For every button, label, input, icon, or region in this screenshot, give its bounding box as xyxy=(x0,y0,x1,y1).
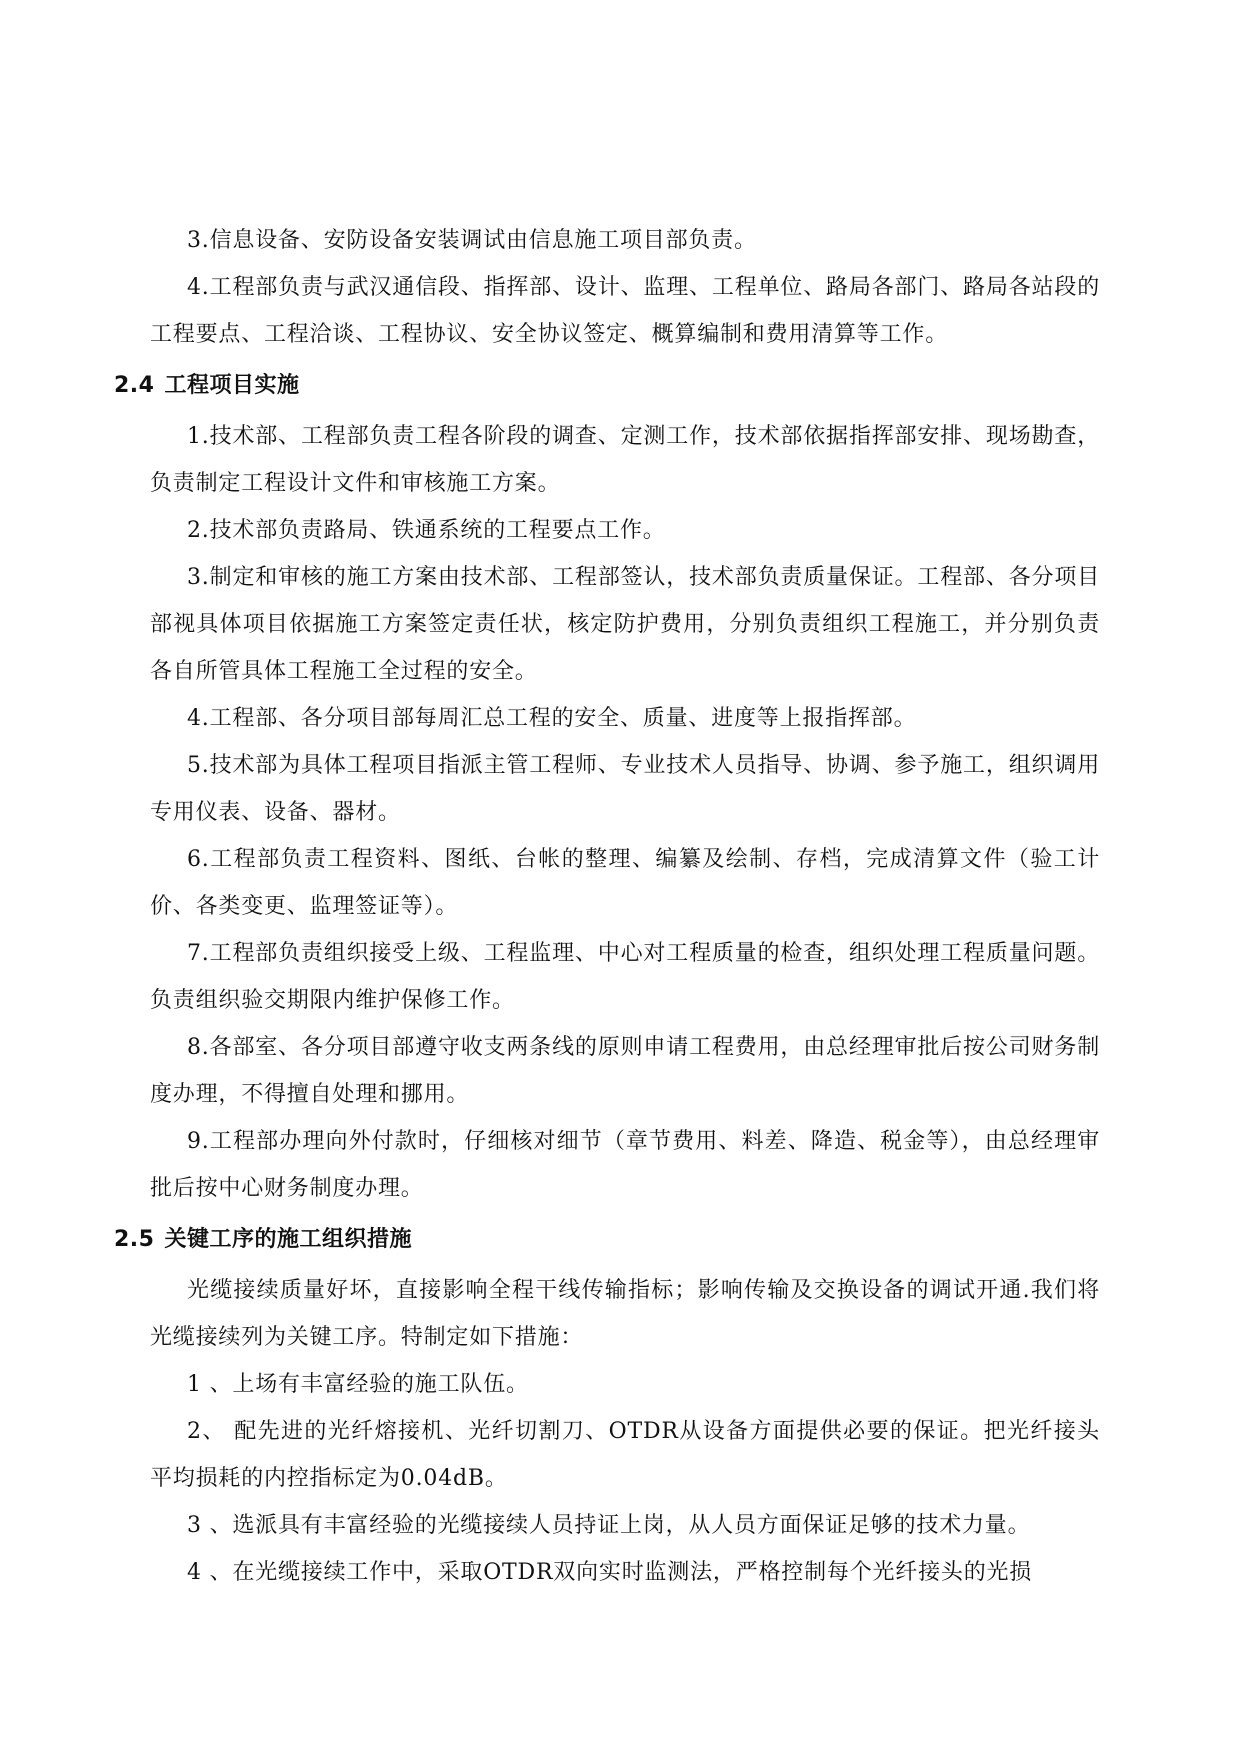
section-heading-2-4 xyxy=(114,358,1100,413)
paragraph: 1 、上场有丰富经验的施工队伍。 xyxy=(187,1372,529,1397)
paragraph: 7.工程部负责组织接受上级、工程监理、中心对工程质量的检查，组织处理工程质量问题。负责组织验交期限内维护保修工作。 xyxy=(150,941,1100,1013)
paragraph: 2.技术部负责路局、铁通系统的工程要点工作。 xyxy=(187,518,666,543)
paragraph: 光缆接续质量好坏，直接影响全程干线传输指标；影响传输及交换设备的调试开通.我们将光缆接续列为关键工序。特制定如下措施： xyxy=(150,1278,1100,1350)
paragraph: 4 、在光缆接续工作中，采取OTDR双向实时监测法，严格控制每个光纤接头的光损 xyxy=(187,1560,1033,1585)
section-heading-2-5 xyxy=(114,1212,1100,1267)
section-number: 2.4 xyxy=(114,373,155,398)
section-title: 关键工序的施工组织措施 xyxy=(164,1227,412,1252)
paragraph: 8.各部室、各分项目部遵守收支两条线的原则申请工程费用，由总经理审批后按公司财务制度办理，不得擅自处理和挪用。 xyxy=(150,1035,1100,1107)
paragraph: 4.工程部、各分项目部每周汇总工程的安全、质量、进度等上报指挥部。 xyxy=(187,706,917,731)
paragraph: 5.技术部为具体工程项目指派主管工程师、专业技术人员指导、协调、参予施工，组织调用专用仪表、设备、器材。 xyxy=(150,753,1100,825)
paragraph: 3.信息设备、安防设备安装调试由信息施工项目部负责。 xyxy=(187,228,757,253)
section-title: 工程项目实施 xyxy=(164,373,300,398)
paragraph: 6.工程部负责工程资料、图纸、台帐的整理、编纂及绘制、存档，完成清算文件（验工计价、各类变更、监理签证等）。 xyxy=(150,847,1100,919)
paragraph: 3.制定和审核的施工方案由技术部、工程部签认，技术部负责质量保证。工程部、各分项目部视具体项目依据施工方案签定责任状，核定防护费用，分别负责组织工程施工，并分别负责各自所管具体工程施工全过程的安全。 xyxy=(150,565,1100,684)
paragraph: 4.工程部负责与武汉通信段、指挥部、设计、监理、工程单位、路局各部门、路局各站段的工程要点、工程洽谈、工程协议、安全协议签定、概算编制和费用清算等工作。 xyxy=(150,275,1100,347)
paragraph: 9.工程部办理向外付款时，仔细核对细节（章节费用、料差、降造、税金等），由总经理审批后按中心财务制度办理。 xyxy=(150,1129,1100,1201)
paragraph: 2、 配先进的光纤熔接机、光纤切割刀、OTDR从设备方面提供必要的保证。把光纤接头平均损耗的内控指标定为0.04dB。 xyxy=(150,1419,1100,1491)
paragraph: 1.技术部、工程部负责工程各阶段的调查、定测工作，技术部依据指挥部安排、现场勘查，负责制定工程设计文件和审核施工方案。 xyxy=(150,424,1100,496)
section-number: 2.5 xyxy=(114,1227,155,1252)
document-body xyxy=(114,217,1100,1596)
paragraph: 3 、选派具有丰富经验的光缆接续人员持证上岗，从人员方面保证足够的技术力量。 xyxy=(187,1513,1031,1538)
